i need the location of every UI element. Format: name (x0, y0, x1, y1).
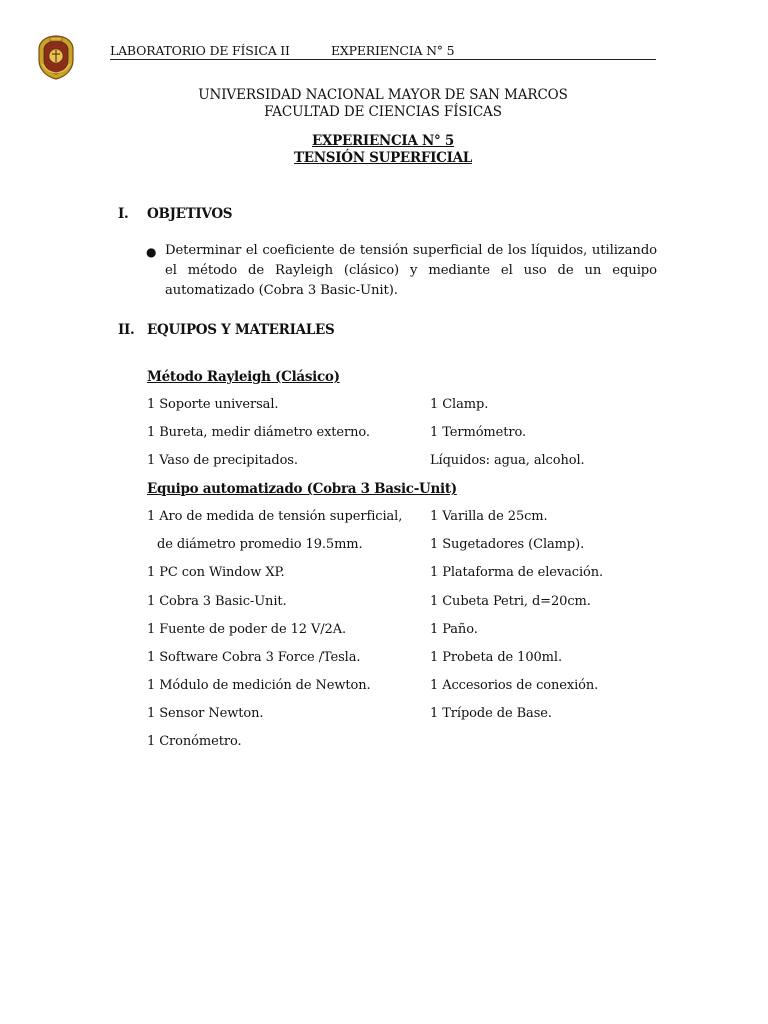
document-title: TENSIÓN SUPERFICIAL (294, 150, 472, 166)
list-item: 1 Bureta, medir diámetro externo. (147, 425, 370, 440)
section-number: I. (118, 206, 129, 222)
list-item: 1 Paño. (430, 622, 478, 637)
list-item: 1 PC con Window XP. (147, 565, 285, 580)
list-item: 1 Cubeta Petri, d=20cm. (430, 594, 591, 609)
list-item: 1 Módulo de medición de Newton. (147, 678, 371, 693)
list-item: 1 Varilla de 25cm. (430, 509, 548, 524)
objective-bullet-text: Determinar el coeficiente de tensión superficial de los líquidos, utilizando el método de Rayleigh (clásico) y mediante el uso de un equipo automatizado (Cobra 3 Basic-Unit). (165, 243, 657, 298)
header-lab-label: LABORATORIO DE FÍSICA II (110, 43, 290, 58)
list-item: Líquidos: agua, alcohol. (430, 453, 585, 468)
list-item: 1 Aro de medida de tensión superficial, (147, 509, 403, 524)
list-item: 1 Fuente de poder de 12 V/2A. (147, 622, 347, 637)
list-item: 1 Sensor Newton. (147, 706, 264, 721)
list-item: 1 Software Cobra 3 Force /Tesla. (147, 650, 361, 665)
university-name: UNIVERSIDAD NACIONAL MAYOR DE SAN MARCOS (198, 87, 568, 103)
bullet-icon: ● (146, 245, 157, 259)
header-divider (110, 59, 656, 60)
list-item: 1 Cobra 3 Basic-Unit. (147, 594, 287, 609)
list-item: 1 Clamp. (430, 397, 489, 412)
list-item: 1 Cronómetro. (147, 734, 242, 749)
list-item: 1 Trípode de Base. (430, 706, 552, 721)
list-item: de diámetro promedio 19.5mm. (157, 537, 363, 552)
header-experience-label: EXPERIENCIA N° 5 (331, 43, 455, 58)
university-seal-icon (36, 34, 76, 80)
list-item: 1 Vaso de precipitados. (147, 453, 298, 468)
subheading-rayleigh: Método Rayleigh (Clásico) (147, 369, 340, 385)
list-item: 1 Accesorios de conexión. (430, 678, 599, 693)
faculty-name: FACULTAD DE CIENCIAS FÍSICAS (264, 104, 502, 120)
section-heading-objectives: OBJETIVOS (147, 206, 233, 222)
list-item: 1 Termómetro. (430, 425, 527, 440)
list-item: 1 Soporte universal. (147, 397, 279, 412)
section-number: II. (118, 322, 135, 338)
experience-title: EXPERIENCIA N° 5 (312, 133, 454, 149)
list-item: 1 Plataforma de elevación. (430, 565, 604, 580)
subheading-cobra: Equipo automatizado (Cobra 3 Basic-Unit) (147, 481, 457, 497)
section-heading-equipment: EQUIPOS Y MATERIALES (147, 322, 335, 338)
list-item: 1 Probeta de 100ml. (430, 650, 562, 665)
list-item: 1 Sugetadores (Clamp). (430, 537, 585, 552)
